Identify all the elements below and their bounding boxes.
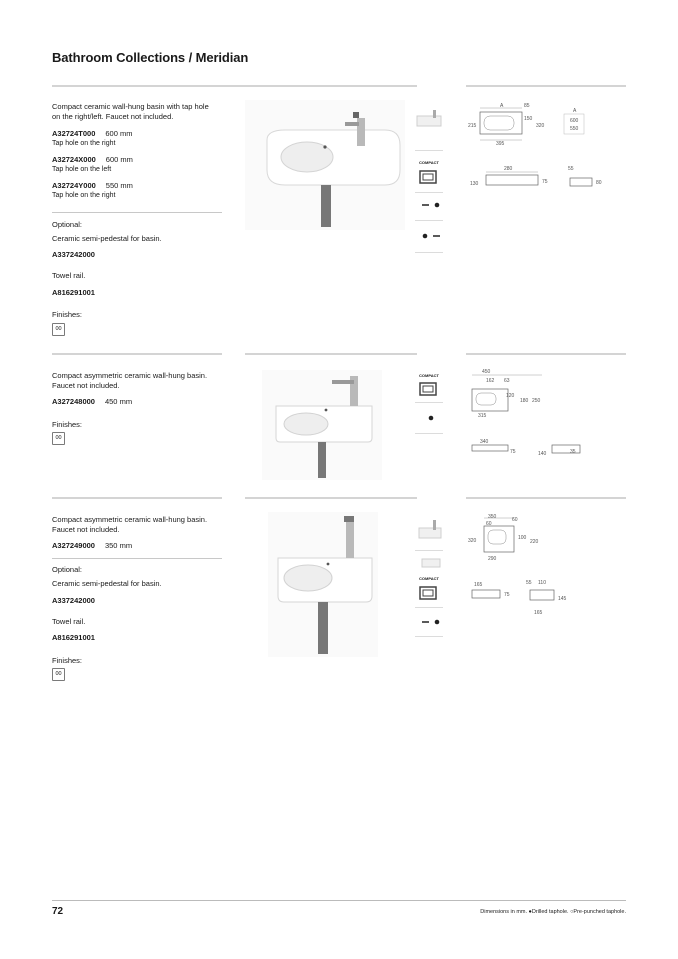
dim-label: 55	[526, 580, 532, 586]
product-size: 450 mm	[104, 397, 133, 406]
section-divider	[52, 85, 417, 87]
variant-note: Tap hole on the left	[52, 166, 112, 173]
product-code-line	[52, 541, 132, 551]
divider	[52, 212, 222, 213]
icon-separator	[415, 402, 443, 403]
page-number: 72	[52, 906, 64, 917]
footer-divider	[52, 900, 626, 901]
product-code-line	[52, 155, 133, 165]
product-code-line	[52, 397, 132, 407]
dim-label: 350	[488, 514, 497, 520]
finishes-label: Finishes:	[52, 656, 83, 665]
dim-label: 100	[518, 535, 527, 541]
dim-label: 60	[512, 517, 518, 523]
dim-label: 80	[596, 180, 602, 186]
dim-label: 75	[504, 592, 510, 598]
finish-swatch: 00	[52, 432, 65, 445]
finishes-label: Finishes:	[52, 310, 83, 319]
product-code-line	[52, 181, 133, 191]
product-size: 350 mm	[104, 541, 133, 550]
optional-item-desc: Towel rail.	[52, 271, 86, 280]
dim-label: 75	[542, 179, 548, 185]
product-code: A327249000	[52, 541, 95, 550]
icon-separator	[415, 252, 443, 253]
compact-badge: COMPACT	[419, 373, 439, 378]
dim-label: 320	[468, 538, 477, 544]
product-size: 600 mm	[105, 155, 133, 164]
section-divider	[466, 353, 626, 355]
basin-thumbnail-icon	[417, 518, 443, 542]
optional-item-desc: Ceramic semi-pedestal for basin.	[52, 579, 162, 588]
dim-label: 220	[530, 539, 539, 545]
variant-note: Tap hole on the right	[52, 192, 116, 199]
basin-thumbnail-icon	[415, 108, 443, 132]
dim-label: 110	[538, 580, 546, 586]
semi-pedestal-thumbnail-icon	[420, 556, 442, 570]
technical-drawing	[466, 365, 626, 465]
dim-label: 165	[474, 582, 483, 588]
product-description: Compact ceramic wall-hung basin with tap hole on the right/left. Faucet not included.	[52, 102, 209, 121]
drilled-taphole-right-icon	[420, 617, 442, 627]
product-code: A32724Y000	[52, 181, 96, 190]
product-size: 600 mm	[105, 129, 133, 138]
section-divider	[245, 353, 417, 355]
product-code: A32724X000	[52, 155, 96, 164]
product-code: A327248000	[52, 397, 95, 406]
product-photo	[262, 370, 382, 480]
dim-label: 75	[510, 449, 516, 455]
optional-item-code: A816291001	[52, 288, 95, 297]
product-description: Compact asymmetric ceramic wall-hung basin. Faucet not included.	[52, 515, 208, 534]
dim-label: 250	[532, 398, 541, 404]
dim-label: 340	[480, 439, 489, 445]
variant-note: Tap hole on the right	[52, 140, 116, 147]
technical-drawing	[466, 100, 626, 195]
dim-label: 55	[568, 166, 574, 172]
dim-label: 180	[520, 398, 529, 404]
footer-note: Dimensions in mm. ●Drilled taphole. ○Pre-punched taphole.	[480, 909, 626, 915]
dim-label: 290	[488, 556, 497, 562]
optional-label: Optional:	[52, 565, 83, 574]
dim-label: 63	[504, 378, 510, 384]
page-title: Bathroom Collections / Meridian	[52, 50, 249, 65]
technical-drawing	[466, 510, 626, 620]
icon-separator	[415, 433, 443, 434]
compact-badge: COMPACT	[419, 160, 439, 165]
dim-label: 35	[570, 449, 576, 455]
dim-label: 150	[524, 116, 533, 122]
drilled-taphole-left-icon	[420, 231, 442, 241]
icon-separator	[415, 607, 443, 608]
section-divider	[466, 497, 626, 499]
dim-label: 145	[558, 596, 567, 602]
icon-separator	[415, 550, 443, 551]
dim-label: 600	[570, 118, 579, 124]
optional-item-code: A337242000	[52, 596, 95, 605]
dim-label: A	[573, 108, 577, 114]
compact-basin-icon	[419, 170, 437, 184]
finish-swatch: 00	[52, 323, 65, 336]
dim-label: 130	[470, 181, 479, 187]
product-photo	[268, 512, 378, 657]
product-photo	[245, 100, 405, 230]
dim-label: A	[500, 103, 504, 109]
dim-label: 280	[504, 166, 513, 172]
section-divider	[245, 497, 417, 499]
dim-label: 162	[486, 378, 495, 384]
section-divider	[52, 353, 222, 355]
optional-item-desc: Ceramic semi-pedestal for basin.	[52, 234, 162, 243]
divider	[52, 558, 222, 559]
optional-item-code: A816291001	[52, 633, 95, 642]
dim-label: 85	[524, 103, 530, 109]
product-code-line	[52, 129, 132, 139]
optional-item-desc: Towel rail.	[52, 617, 86, 626]
section-divider	[466, 85, 626, 87]
icon-separator	[415, 150, 443, 151]
optional-item-code: A337242000	[52, 250, 95, 259]
dim-label: 120	[506, 393, 515, 399]
drilled-taphole-icon	[426, 413, 436, 423]
finish-swatch: 00	[52, 668, 65, 681]
dim-label: 395	[496, 141, 505, 147]
dim-label: 320	[536, 123, 545, 129]
drilled-taphole-right-icon	[420, 200, 442, 210]
dim-label: 165	[534, 610, 543, 616]
compact-badge: COMPACT	[419, 576, 439, 581]
icon-separator	[415, 220, 443, 221]
section-divider	[52, 497, 222, 499]
dim-label: 140	[538, 451, 547, 457]
dim-label: 315	[478, 413, 487, 419]
product-size: 550 mm	[105, 181, 133, 190]
product-code: A32724T000	[52, 129, 96, 138]
optional-label: Optional:	[52, 220, 83, 229]
finishes-label: Finishes:	[52, 420, 83, 429]
dim-label: 550	[570, 126, 579, 132]
product-description: Compact asymmetric ceramic wall-hung basin. Faucet not included.	[52, 371, 208, 390]
compact-basin-icon	[419, 382, 437, 396]
compact-basin-icon	[419, 586, 437, 600]
dim-label: 60	[486, 521, 492, 527]
icon-separator	[415, 636, 443, 637]
icon-separator	[415, 192, 443, 193]
dim-label: 215	[468, 123, 477, 129]
dim-label: 450	[482, 369, 491, 375]
